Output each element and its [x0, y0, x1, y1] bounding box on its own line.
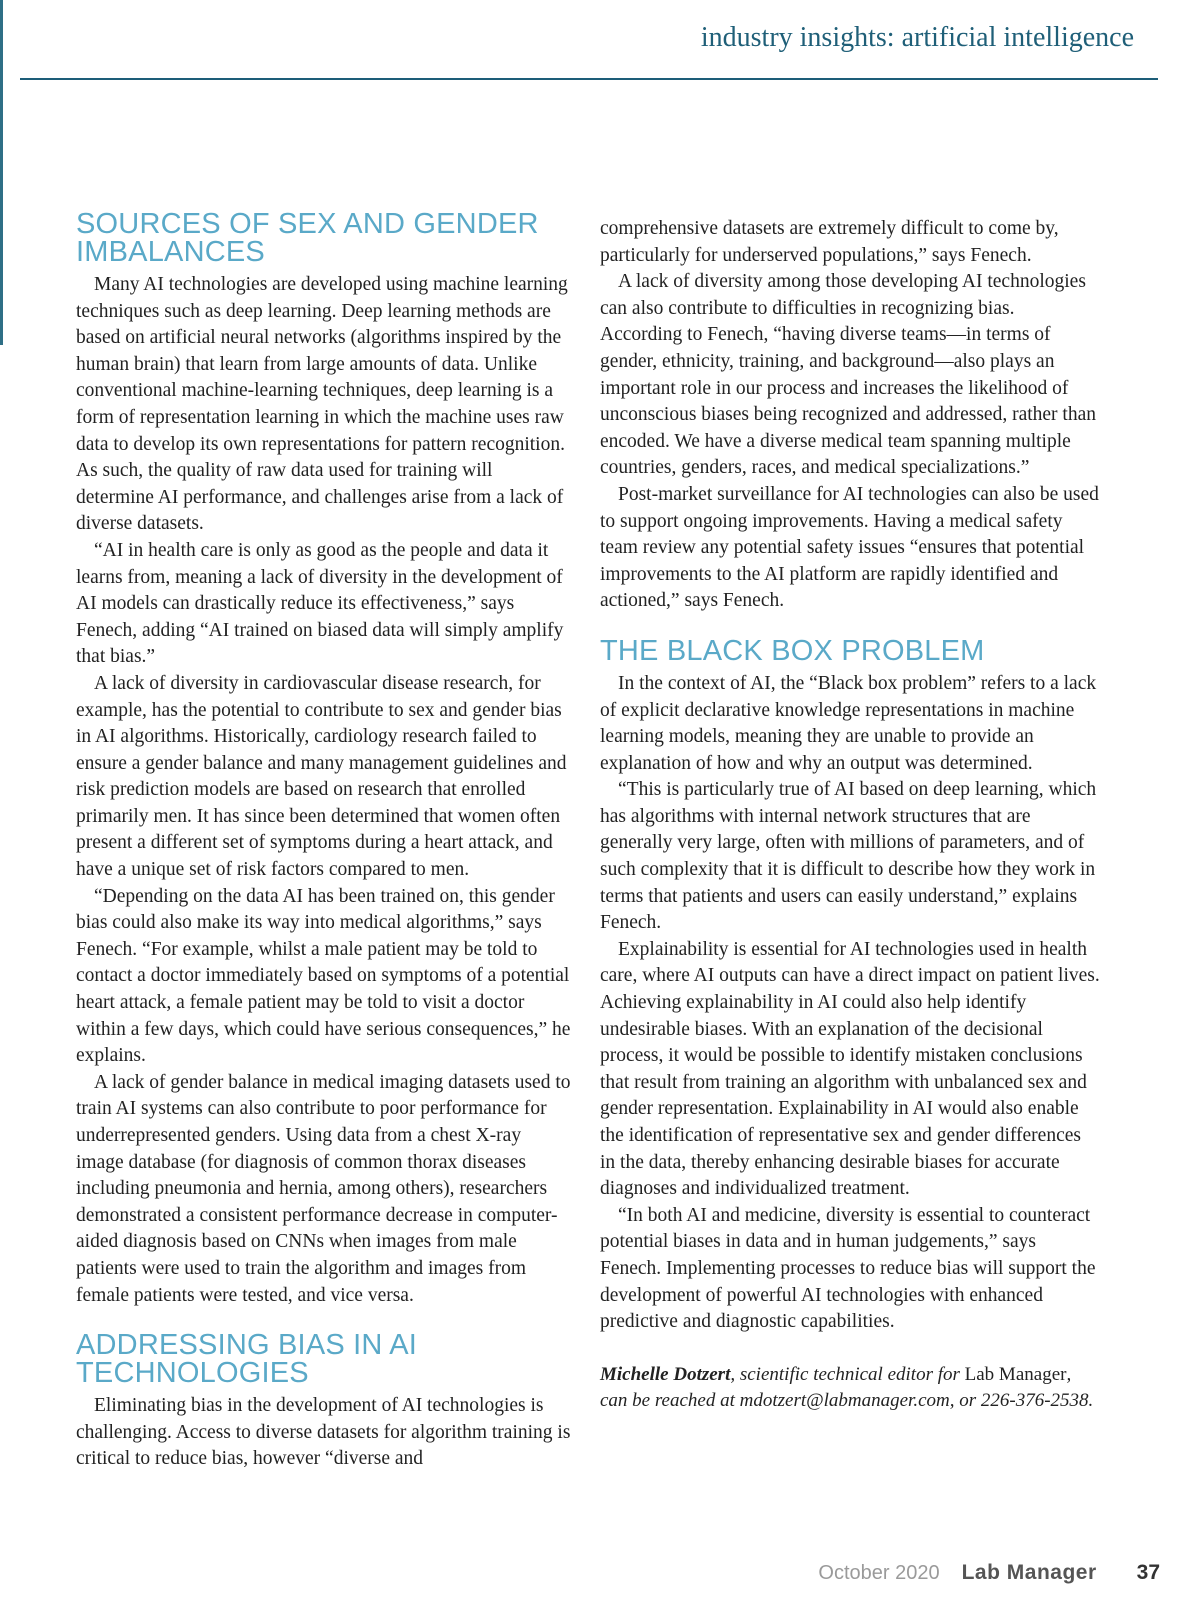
right-column [600, 216, 1100, 1414]
paragraph: “In both AI and medicine, diversity is essential to counteract potential biases in data and in human judgements,” says Fenech. Implementing processes to reduce bias will support the development of powerful AI technologies with enhanced predictive and diagnostic capabilities. [600, 1204, 1096, 1333]
left-column [76, 210, 572, 1473]
author-contact: can be reached at mdotzert@labmanager.com, or 226-376-2538. [600, 1389, 1094, 1411]
paragraph: “This is particularly true of AI based on deep learning, which has algorithms with internal network structures that are generally very large, often with millions of parameters, and of such complexity that it is difficult to describe how they work in terms that patients and users can easily understand,” explains Fenech. [600, 779, 1097, 934]
heading-sources-of-imbalances: SOURCES OF SEX AND GENDER IMBALANCES [76, 208, 539, 268]
heading-addressing-bias: ADDRESSING BIAS IN AI TECHNOLOGIES [76, 1329, 418, 1390]
paragraph: A lack of diversity among those developing AI technologies can also contribute to difficulties in recognizing bias. According to Fenech, “having diverse teams—in terms of gender, ethnicity, training, and background—also plays an important role in our process and increases the likelihood of unconscious biases being recognized and addressed, rather than encoded. We have a diverse medical team spanning multiple countries, genders, races, and medical specializations.” [600, 271, 1096, 479]
paragraph: A lack of diversity in cardiovascular disease research, for example, has the potential to contribute to sex and gender bias in AI algorithms. Historically, cardiology research failed to ensure a gender balance and many management guidelines and risk prediction models are based on research that enrolled primarily men. It has since been determined that women often present a different set of symptoms during a heart attack, and have a unique set of risk factors compared to men. [76, 672, 567, 881]
magazine-name: Lab Manager [961, 1561, 1097, 1584]
issue-date: October 2020 [818, 1562, 940, 1584]
paragraph: A lack of gender balance in medical imaging datasets used to train AI systems can also contribute to poor performance for underrepresented genders. Using data from a chest X-ray image database (for diagnosis of common thorax diseases including pneumonia and hernia, among others), researchers demonstrated a consistent performance decrease in computer-aided diagnosis based on CNNs when images from male patients were used to train the algorithm and images from female patients were tested, and vice versa. [76, 1071, 571, 1306]
author-signature: Michelle Dotzert, scientific technical editor for Lab Manager, can be reached at mdotzert@labmanager.com, or 226-376-2538. [600, 1363, 1094, 1411]
paragraph: Many AI technologies are developed using machine learning techniques such as deep learning. Deep learning methods are based on artificial neural networks (algorithms inspired by the human brain) that learn from large amounts of data. Unlike conventional machine-learning techniques, deep learning is a form of representation learning in which the machine uses raw data to develop its own representations for pattern recognition. As such, the quality of raw data used for training will determine AI performance, and challenges arise from a lack of diverse datasets. [76, 274, 568, 535]
left-accent-rule [0, 0, 3, 345]
paragraph: In the context of AI, the “Black box problem” refers to a lack of explicit declarative knowledge representations in machine learning models, meaning they are unable to provide an explanation of how and why an output was determined. [600, 672, 1097, 774]
author-name: Michelle Dotzert [600, 1363, 731, 1385]
paragraph-continued: comprehensive datasets are extremely difficult to come by, particularly for underserved populations,” says Fenech. [600, 218, 1059, 266]
page-number: 37 [1136, 1561, 1160, 1584]
paragraph: Post-market surveillance for AI technologies can also be used to support ongoing improvements. Having a medical safety team review any potential safety issues “ensures that potential improvements to the AI platform are rapidly identified and actioned,” says Fenech. [600, 483, 1099, 612]
publication-name: Lab Manager [964, 1363, 1067, 1385]
page-header [20, 0, 1158, 80]
heading-black-box-problem: THE BLACK BOX PROBLEM [600, 634, 985, 667]
paragraph: Explainability is essential for AI technologies used in health care, where AI outputs can have a direct impact on patient lives. Achieving explainability in AI could also help identify undesirable biases. With an explanation of the decisional process, it would be possible to identify mistaken conclusions that result from training an algorithm with unbalanced sex and gender representation. Explainability in AI would also enable the identification of representative sex and gender differences in the data, thereby enhancing desirable biases for accurate diagnoses and individualized treatment. [600, 938, 1100, 1200]
paragraph: “Depending on the data AI has been trained on, this gender bias could also make its way into medical algorithms,” says Fenech. “For example, whilst a male patient may be told to contact a doctor immediately based on symptoms of a potential heart attack, a female patient may be told to visit a doctor within a few days, which could have serious consequences,” he explains. [76, 885, 571, 1067]
paragraph: “AI in health care is only as good as the people and data it learns from, meaning a lack of diversity in the development of AI models can drastically reduce its effectiveness,” says Fenech, adding “AI trained on biased data will simply amplify that bias.” [76, 539, 564, 668]
page-footer [818, 1561, 1160, 1585]
section-title: industry insights: artificial intelligence [700, 22, 1134, 53]
author-role: , scientific technical editor for [730, 1363, 965, 1385]
paragraph: Eliminating bias in the development of AI technologies is challenging. Access to diverse datasets for algorithm training is critical to reduce bias, however “diverse and [76, 1395, 571, 1470]
